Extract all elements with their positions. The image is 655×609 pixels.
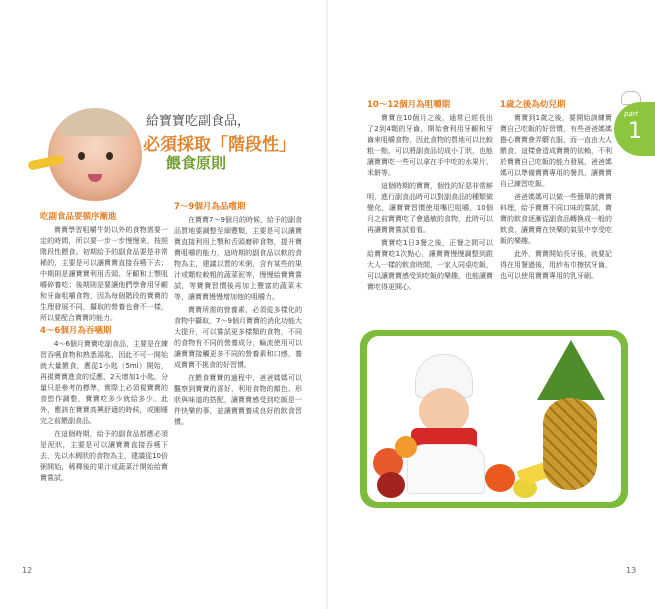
section-heading: 吃副食品要循序漸進	[40, 212, 117, 222]
pineapple-leaves-image	[537, 340, 605, 400]
part-number: 1	[628, 119, 642, 144]
page-gutter	[326, 0, 328, 609]
left-column-2	[174, 202, 302, 430]
pineapple-image	[543, 398, 597, 490]
chef-baby-with-fruits-photo	[367, 336, 621, 502]
body-paragraph: 在寶寶7～9個月的時候，給予的副食品質地要調整至細豐類，主要是可以讓寶寶直接利用上顎和舌頭磨碎食物，提升寶寶咀嚼的能力，這時期的副食品以軟的食物為主，建議以質的米粥，含有某些的果汁或顆粒較粗的蔬菜泥等，慢慢給寶寶嘗試，等寶寶習慣後再加上豐富的蔬菜末等，讓寶寶慢慢增加他的咀嚼力。	[174, 216, 302, 301]
left-column-1	[40, 212, 168, 486]
right-page	[328, 0, 655, 609]
part-label: part	[624, 110, 639, 118]
body-paragraph: 此外，寶寶開始長牙後，就要記得在用餐過後，用紗布巾擦拭牙齒，也可以使用寶寶專用的乳牙刷。	[500, 250, 612, 280]
page-number-left: 12	[22, 566, 33, 575]
apple-image	[377, 472, 405, 498]
section-heading: 4～6個月為吞嚥期	[40, 326, 112, 336]
chef-uniform-image	[407, 444, 485, 494]
body-paragraph: 在這個時期，給予的副食品都應必須是泥狀，主要是可以讓寶寶直接吞嚥下去，先以水稠狀的食物為主，建議從10倍粥開始，稀釋後的果汁或蔬菜汁開始給寶寶嘗試。	[40, 430, 168, 482]
section-heading: 7～9個月為品嚐期	[174, 202, 246, 212]
body-paragraph: 4～6個月寶寶吃副食品，主要是在練習吞嚥食物和熟悉湯匙，因此不可一開始就大量餵食，應從1小匙（5ml）開始，再視寶寶進食的反應，2天增加1小匙，分量只是參考的標準，實際上必須視寶寶的食慾作調整，寶寶吃多少就給多少。此外，應該在寶寶高興舒適的時候，或剛睡完之前餵副食品。	[40, 340, 168, 425]
body-paragraph: 寶寶學習咀嚼牛奶以外的食物需要一定的時間，所以要一步一步慢慢來，按照階段性餵食。初期給予的副食品要是非常稀的，主要是可以讓寶寶直接吞嚥下去；中期則是讓寶寶利用舌頭、牙齦和上顎咀嚼碎養吃；後期則是要讓他們學會用牙齦和牙齒咀嚼食物，因為每個階段的寶寶的生理發展不同，攝取的營養也會不一樣，所以要配合寶寶的能力。	[40, 226, 168, 322]
body-paragraph: 寶寶到1歲之後，要開始訓練寶寶自己吃飯的好習慣，有些爸爸媽媽擔心寶寶會弄髒衣服，而一直由大人餵食，這樣會造成寶寶的依賴，不利於寶寶自己吃飯的能力發展，爸爸媽媽可以準備寶寶專用的餐具，讓寶寶自己練習吃飯。	[500, 114, 612, 188]
orange-image	[485, 464, 515, 492]
body-paragraph: 寶寶在10個月之後，通常已經長出了2到4顆的牙齒，開始會利用牙齦和牙齒來咀嚼食物，因此食物的質地可以比較粗一點，可以將副食品切成小丁狀，也能讓寶寶吃一些可以拿在手中吃的水果片、米餅等。	[367, 114, 493, 177]
body-paragraph: 這個時期的寶寶，個性的好惡非常鮮明，進行副食品時可以對副食品的種類做變化，讓寶寶習慣使用嘴巴咀嚼，10個月之前寶寶吃了會過敏的食物，此時可以再讓寶寶嘗試看看。	[367, 182, 493, 234]
body-paragraph: 寶寶所需的營養素，必須從多樣化的食物中攝取，7～9個月寶寶的消化功能大大提升，可以嘗試更多樣類的食物，不同的食物有不同的營養成分，輪流使用可以讓寶寶接觸更多不同的營養素和口感，養成寶寶不挑食的好習慣。	[174, 306, 302, 369]
body-paragraph: 在餵食寶寶的過程中，爸爸媽媽可以觀察到寶寶的喜好，利用食物的顏色、形狀與味道的搭配，讓寶寶感受到吃飯是一件快樂的事，並讓寶寶養成良好的飲食習慣。	[174, 374, 302, 426]
baby-eating-photo	[48, 108, 142, 202]
right-column-2	[500, 100, 612, 284]
body-paragraph: 爸爸媽媽可以做一些簡單的寶寶料理，給予寶寶不同口味的嘗試，寶寶的飲食逐漸從副食品轉換成一般的飲食，讓寶寶在快樂的氣氛中享受吃飯的樂趣。	[500, 193, 612, 245]
section-heading: 1歲之後為幼兒期	[500, 100, 566, 110]
title-line-1: 給寶寶吃副食品，	[146, 114, 251, 129]
title-line-3: 餵食原則	[166, 154, 227, 172]
orange-image	[395, 436, 417, 458]
right-column-1	[367, 100, 493, 295]
title-line-2: 必須採取「階段性」	[143, 135, 296, 155]
section-heading: 10～12個月為咀嚼期	[367, 100, 451, 110]
page-number-right: 13	[626, 566, 637, 575]
body-paragraph: 寶寶吃1日3餐之後，正餐之間可以給寶寶吃1次點心，讓寶寶慢慢調整到跟大人一樣的飲食時間，一家人同桌吃飯，可以讓寶寶感受到吃飯的樂趣，也能讓寶寶吃得更開心。	[367, 239, 493, 291]
